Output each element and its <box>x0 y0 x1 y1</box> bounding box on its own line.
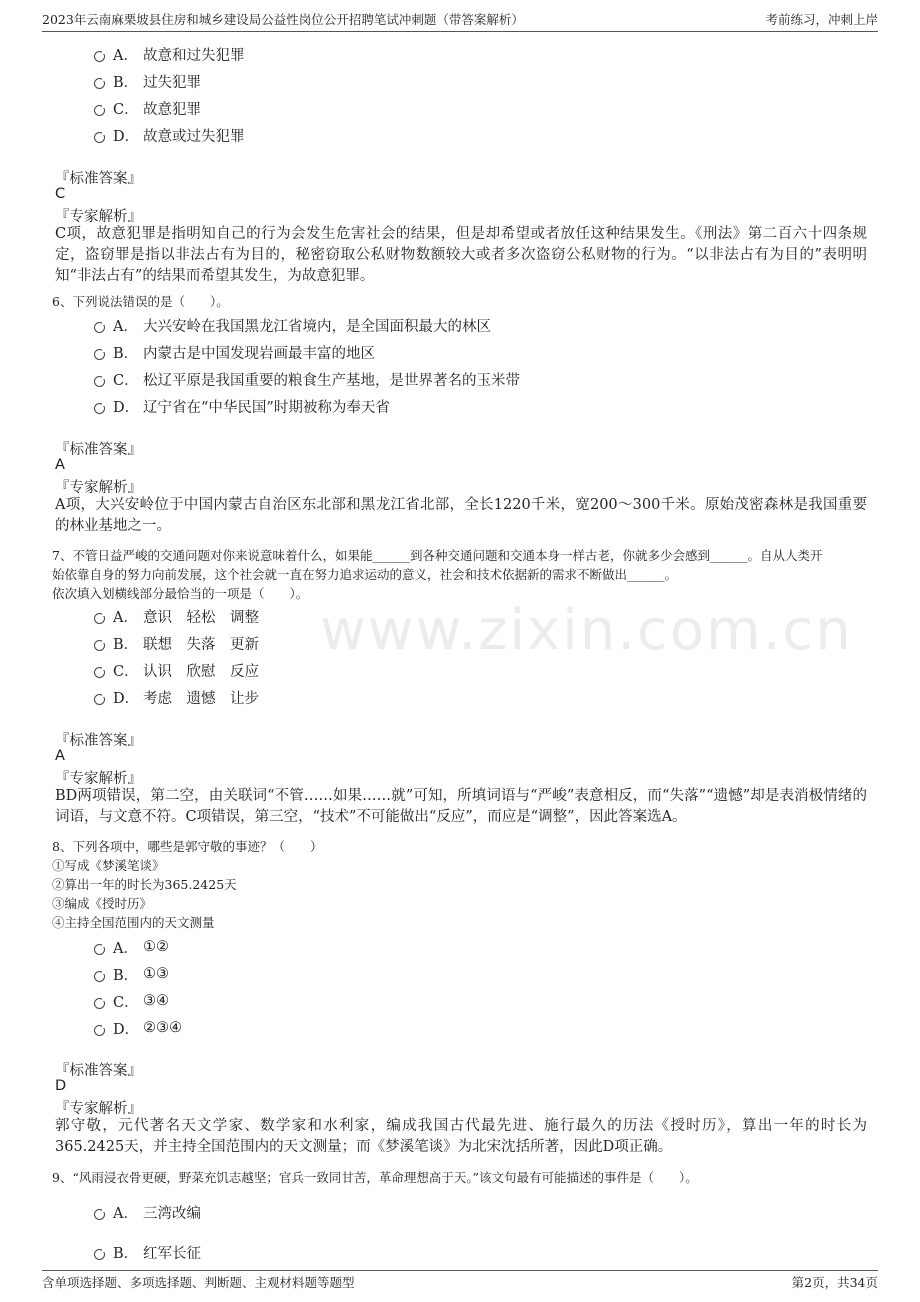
radio-icon[interactable] <box>94 105 105 116</box>
option-a[interactable]: A． 三湾改编 <box>94 1202 201 1222</box>
radio-icon[interactable] <box>94 132 105 143</box>
radio-icon[interactable] <box>94 1249 105 1260</box>
radio-icon[interactable] <box>94 78 105 89</box>
explanation-text: 郭守敬，元代著名天文学家、数学家和水利家，编成我国古代最先进、施行最久的历法《授时历》，算出一年的时长为365.2425天，并主持全国范围内的天文测量；而《梦溪笔谈》为北宋沈括所著，因此D项正确。 <box>55 1118 867 1155</box>
explain-label: 『专家解析』 <box>55 771 142 787</box>
option-d[interactable]: D． 考虑 遗憾 让步 <box>94 687 259 707</box>
radio-icon[interactable] <box>94 1209 105 1220</box>
question-text: 6、下列说法错误的是（ ）。 <box>52 294 229 309</box>
radio-icon[interactable] <box>94 403 105 414</box>
answer-value: C <box>55 186 66 202</box>
radio-icon[interactable] <box>94 998 105 1009</box>
option-b[interactable]: B． 过失犯罪 <box>94 71 201 91</box>
header-slogan: 考前练习，冲刺上岸 <box>765 12 878 27</box>
statement-item: ④主持全国范围内的天文测量 <box>52 915 215 930</box>
option-c[interactable]: C． 认识 欣慰 反应 <box>94 660 259 680</box>
option-b[interactable]: B． 联想 失落 更新 <box>94 633 259 653</box>
answer-label: 『标准答案』 <box>55 733 142 749</box>
radio-icon[interactable] <box>94 944 105 955</box>
option-d[interactable]: D． ②③④ <box>94 1018 182 1038</box>
radio-icon[interactable] <box>94 971 105 982</box>
radio-icon[interactable] <box>94 51 105 62</box>
option-d[interactable]: D． 辽宁省在“中华民国”时期被称为奉天省 <box>94 396 390 416</box>
question-text: 7、不管日益严峻的交通问题对你来说意味着什么，如果能______到各种交通问题和交通本身一样古老，你就多少会感到______。自从人类开 始依靠自身的努力向前发展，这个社会就一直在努力追求运动的意义，社会和技术依据新的需求不断做出______。 依次填入划横线部分最恰当的一项是（ ）。 <box>52 548 823 601</box>
answer-value: D <box>55 1078 67 1094</box>
question-text: 8、下列各项中，哪些是郭守敬的事迹？（ ） ①写成《梦溪笔谈》 ②算出一年的时长为365.2425天 ③编成《授时历》 ④主持全国范围内的天文测量 <box>52 837 872 932</box>
radio-icon[interactable] <box>94 640 105 651</box>
option-a[interactable]: A． 意识 轻松 调整 <box>94 606 259 626</box>
radio-icon[interactable] <box>94 694 105 705</box>
option-a[interactable]: A． ①② <box>94 937 169 957</box>
option-b[interactable]: B． ①③ <box>94 964 169 984</box>
statement-item: ②算出一年的时长为365.2425天 <box>52 877 237 892</box>
option-a[interactable]: A． 大兴安岭在我国黑龙江省境内，是全国面积最大的林区 <box>94 315 491 335</box>
radio-icon[interactable] <box>94 322 105 333</box>
explanation-text: BD两项错误，第二空，由关联词“不管……如果……就”可知，所填词语与“严峻”表意相反，而“失落”“遗憾”却是表消极情绪的词语，与文意不符。C项错误，第三空，“技术”不可能做出“反应”，而应是“调整”，因此答案选A。 <box>55 788 867 825</box>
document-title: 2023年云南麻栗坡县住房和城乡建设局公益性岗位公开招聘笔试冲刺题（带答案解析） <box>42 12 524 27</box>
watermark: www.zixin.com.cn <box>320 598 853 663</box>
explanation-text: C项，故意犯罪是指明知自己的行为会发生危害社会的结果，但是却希望或者放任这种结果发生。《刑法》第二百六十四条规定，盗窃罪是指以非法占有为目的，秘密窃取公私财物数额较大或者多次盗窃公私财物的行为。“以非法占有为目的”表明明知“非法占有”的结果而希望其发生，为故意犯罪。 <box>55 226 867 284</box>
radio-icon[interactable] <box>94 1025 105 1036</box>
option-c[interactable]: C． ③④ <box>94 991 169 1011</box>
answer-label: 『标准答案』 <box>55 171 142 187</box>
question-types-note: 含单项选择题、多项选择题、判断题、主观材料题等题型 <box>42 1275 355 1290</box>
option-c[interactable]: C． 故意犯罪 <box>94 98 201 118</box>
radio-icon[interactable] <box>94 349 105 360</box>
page-header <box>42 8 878 32</box>
answer-label: 『标准答案』 <box>55 442 142 458</box>
radio-icon[interactable] <box>94 667 105 678</box>
statement-item: ①写成《梦溪笔谈》 <box>52 858 165 873</box>
explain-label: 『专家解析』 <box>55 480 142 496</box>
radio-icon[interactable] <box>94 613 105 624</box>
answer-label: 『标准答案』 <box>55 1063 142 1079</box>
explanation-text: A项，大兴安岭位于中国内蒙古自治区东北部和黑龙江省北部，全长1220千米，宽200～300千米。原始茂密森林是我国重要的林业基地之一。 <box>55 497 867 534</box>
explain-label: 『专家解析』 <box>55 1101 142 1117</box>
option-c[interactable]: C． 松辽平原是我国重要的粮食生产基地，是世界著名的玉米带 <box>94 369 520 389</box>
answer-value: A <box>55 457 65 473</box>
radio-icon[interactable] <box>94 376 105 387</box>
page-number: 第2页，共34页 <box>791 1275 878 1290</box>
option-b[interactable]: B． 红军长征 <box>94 1242 201 1262</box>
question-text: 9、“风雨浸衣骨更硬，野菜充饥志越坚；官兵一致同甘苦，革命理想高于天。”该文句最有可能描述的事件是（ ）。 <box>52 1170 698 1185</box>
statement-item: ③编成《授时历》 <box>52 896 153 911</box>
option-d[interactable]: D． 故意或过失犯罪 <box>94 125 245 145</box>
option-b[interactable]: B． 内蒙古是中国发现岩画最丰富的地区 <box>94 342 375 362</box>
option-a[interactable]: A． 故意和过失犯罪 <box>94 44 245 64</box>
page-footer <box>42 1270 878 1293</box>
answer-value: A <box>55 748 65 764</box>
explain-label: 『专家解析』 <box>55 209 142 225</box>
